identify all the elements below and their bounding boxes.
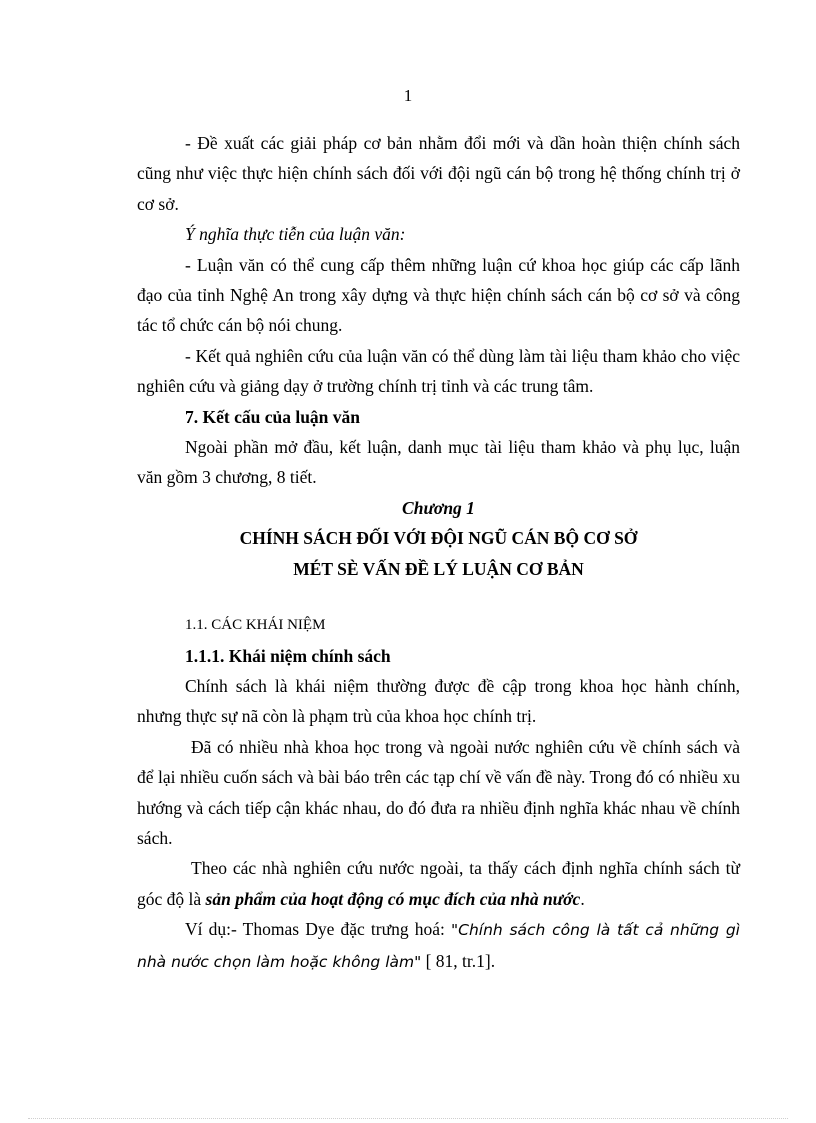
- chapter-label: Chương 1: [402, 497, 475, 518]
- paragraph-foreign-researchers: [137, 853, 740, 914]
- page-number: 1: [403, 86, 413, 105]
- spacer: [137, 584, 740, 610]
- example-lead: Ví dụ:- Thomas Dye đặc trưng hoá:: [185, 919, 452, 940]
- paragraph-policy-concept: Chính sách là khái niệm thường được đề cập trong khoa học hành chính, nhưng thực sự nã còn là phạm trù của khoa học chính trị.: [137, 675, 740, 727]
- citation: [ 81, tr.1].: [421, 950, 496, 971]
- heading-thesis-structure: 7. Kết cấu của luận văn: [185, 406, 361, 427]
- paragraph-proposal: - Đề xuất các giải pháp cơ bản nhằm đổi mới và dần hoàn thiện chính sách cũng như việc thực hiện chính sách đối với đội ngũ cán bộ trong hệ thống chính trị ở cơ sở.: [137, 133, 740, 214]
- period: .: [580, 888, 585, 909]
- paragraph-research-overview: Đã có nhiều nhà khoa học trong và ngoài nước nghiên cứu về chính sách và để lại nhiều cuốn sách và bài báo trên các tạp chí về vấn đề này. Trong đó có nhiều xu hướng và cách tiếp cận khác nhau, do đó đưa ra nhiều định nghĩa khác nhau về chính sách.: [137, 736, 740, 848]
- foreign-researchers-text: Theo các nhà nghiên cứu nước ngoài, ta thấy cách định nghĩa chính sách từ góc độ là: [137, 858, 740, 909]
- paragraph-significance-1: - Luận văn có thể cung cấp thêm những luận cứ khoa học giúp các cấp lãnh đạo của tỉnh Nghệ An trong xây dựng và thực hiện chính sách cán bộ cơ sở và công tác tổ chức cán bộ nói chung.: [137, 254, 740, 336]
- paragraph-significance-2: - Kết quả nghiên cứu của luận văn có thể dùng làm tài liệu tham khảo cho việc nghiên cứu và giảng dạy ở trường chính trị tỉnh và các trung tâm.: [137, 345, 740, 397]
- emphasis-state-product: sản phẩm của hoạt động có mục đích của nhà nước: [205, 888, 581, 909]
- chapter-title-line-1: CHÍNH SÁCH ĐỐI VỚI ĐỘI NGŨ CÁN BỘ CƠ SỞ: [239, 528, 638, 549]
- paragraph-example-dye: [137, 914, 740, 977]
- heading-practical-significance: Ý nghĩa thực tiễn của luận văn:: [185, 224, 406, 245]
- section-1-1-1-heading: 1.1.1. Khái niệm chính sách: [185, 645, 391, 666]
- section-1-1-heading: 1.1. CÁC KHÁI NIỆM: [185, 617, 326, 634]
- paragraph-structure: Ngoài phần mở đầu, kết luận, danh mục tài liệu tham khảo và phụ lục, luận văn gồm 3 chương, 8 tiết.: [137, 437, 740, 488]
- document-body: [137, 128, 740, 977]
- page-bottom-rule: [28, 1118, 788, 1119]
- dye-quote: "Chính sách công là tất cả những gì nhà nước chọn làm hoặc không làm": [137, 921, 740, 971]
- chapter-title-line-2: MÉT SÈ VẤN ĐỀ LÝ LUẬN CƠ BẢN: [293, 558, 584, 579]
